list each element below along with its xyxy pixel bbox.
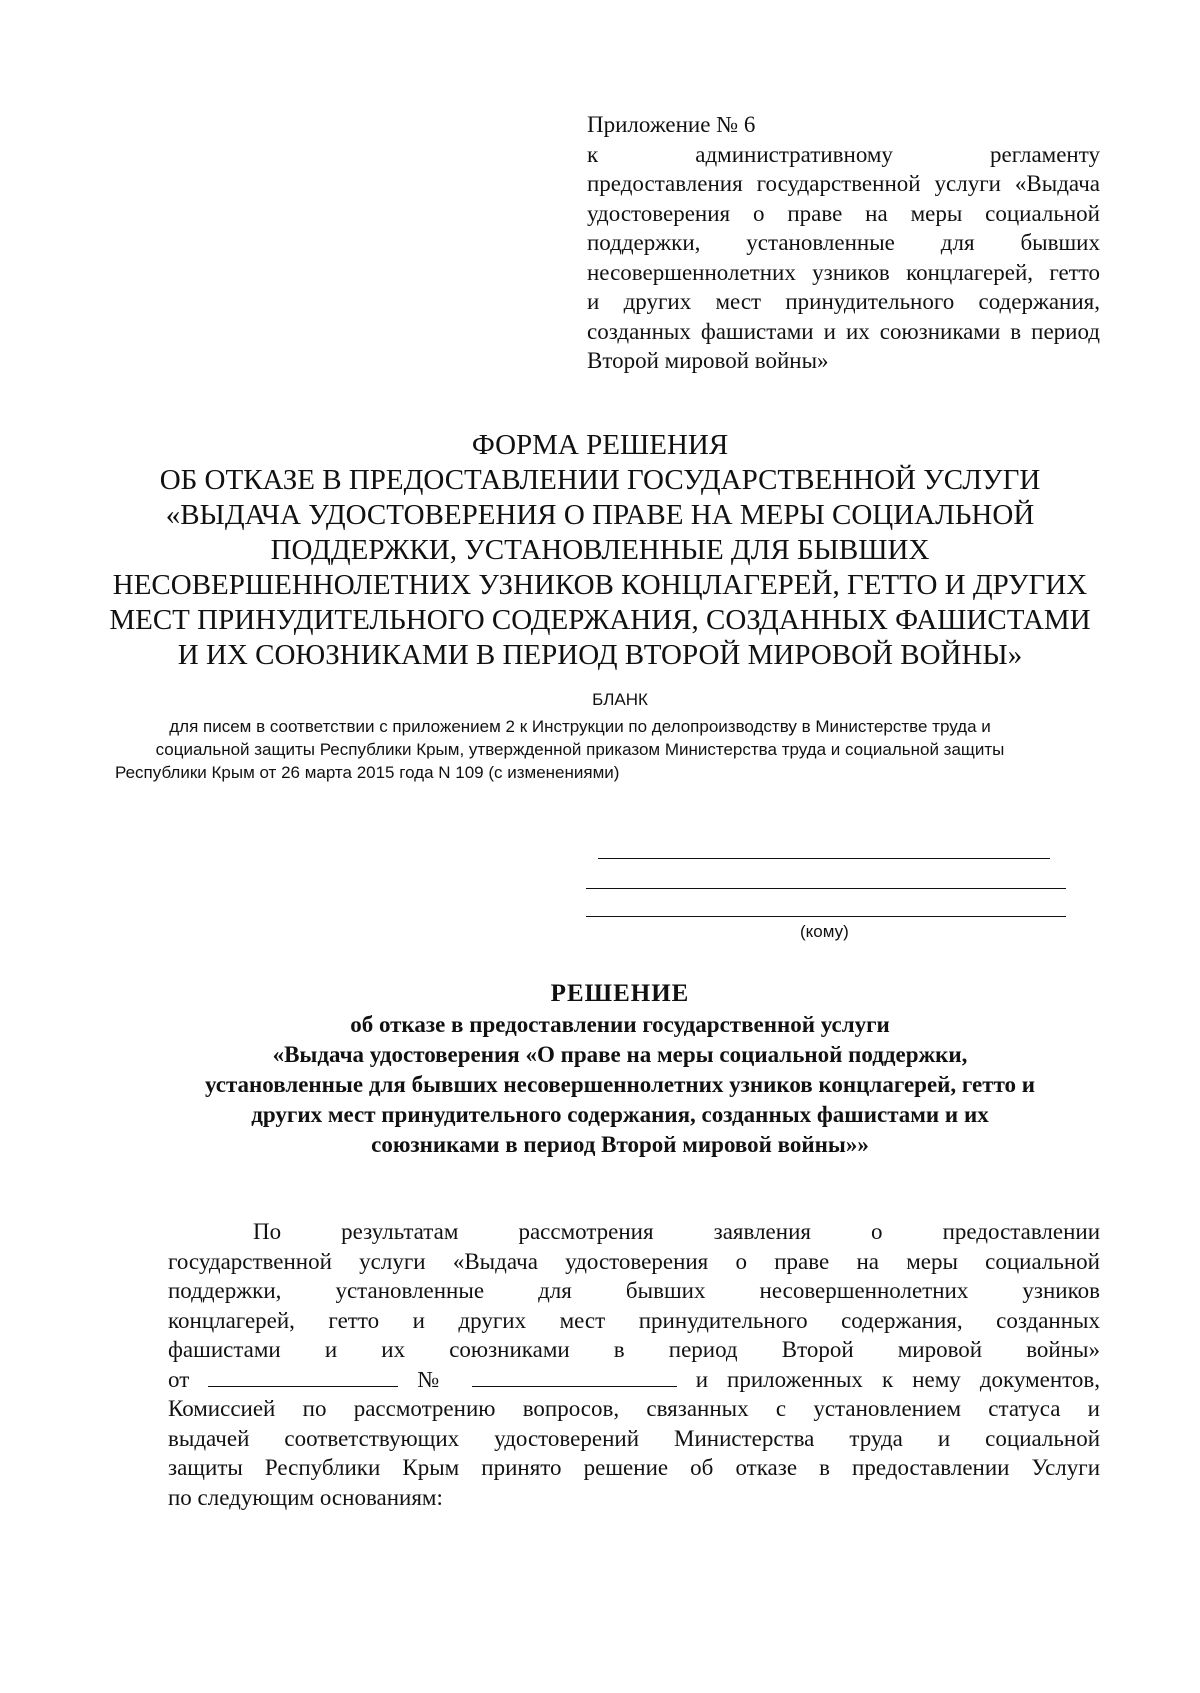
form-title-line: ПОДДЕРЖКИ, УСТАНОВЛЕННЫЕ ДЛЯ БЫВШИХ: [270, 534, 930, 566]
number-field[interactable]: [472, 1366, 677, 1387]
body-fields-line: [168, 1365, 1100, 1395]
body-line: Комиссией по рассмотрению вопросов, связанных с установлением статуса и: [168, 1396, 1100, 1421]
form-title-line: «ВЫДАЧА УДОСТОВЕРЕНИЯ О ПРАВЕ НА МЕРЫ СОЦИАЛЬНОЙ: [165, 499, 1035, 531]
blank-heading: БЛАНК: [592, 690, 648, 709]
decision-subtitle: [90, 1010, 1150, 1160]
date-label: от: [168, 1366, 190, 1392]
appendix-line: Второй мировой войны»: [587, 348, 829, 373]
decision-subtitle-line: других мест принудительного содержания, созданных фашистами и их: [251, 1102, 989, 1127]
decision-subtitle-line: союзниками в период Второй мировой войны»»: [371, 1132, 869, 1157]
date-field[interactable]: [208, 1366, 398, 1387]
appendix-line: созданных фашистами и их союзниками в период: [587, 318, 1100, 344]
appendix-line: несовершеннолетних узников концлагерей, гетто: [587, 259, 1100, 285]
body-line: защиты Республики Крым принято решение об отказе в предоставлении Услуги: [168, 1455, 1100, 1480]
form-title-line: НЕСОВЕРШЕННОЛЕТНИХ УЗНИКОВ КОНЦЛАГЕРЕЙ, ГЕТТО И ДРУГИХ: [112, 569, 1088, 601]
recipient-label: (кому): [800, 922, 849, 941]
form-title-line: И ИХ СОЮЗНИКАМИ В ПЕРИОД ВТОРОЙ МИРОВОЙ ВОЙНЫ»: [177, 639, 1023, 671]
body-line: по следующим основаниям:: [168, 1484, 443, 1510]
body-line: выдачей соответствующих удостоверений Министерства труда и социальной: [168, 1425, 1100, 1451]
recipient-line-2[interactable]: [586, 888, 1066, 889]
body-line: поддержки, установленные для бывших несовершеннолетних узников: [168, 1278, 1100, 1303]
appendix-line: предоставления государственной услуги «Выдача: [587, 171, 1100, 196]
decision-subtitle-line: об отказе в предоставлении государственной услуги: [350, 1012, 890, 1037]
blank-line: социальной защиты Республики Крым, утвержденной приказом Министерства труда и социальной защиты: [155, 740, 1005, 759]
body-line: фашистами и их союзниками в период Второй мировой войны»: [168, 1337, 1100, 1362]
appendix-line: удостоверения о праве на меры социальной: [587, 200, 1100, 226]
form-title: [80, 428, 1120, 673]
appendix-line: Приложение № 6: [587, 112, 756, 137]
blank-description: [60, 715, 1100, 784]
body-line: государственной услуги «Выдача удостоверения о праве на меры социальной: [168, 1248, 1100, 1274]
body-line: концлагерей, гетто и других мест принудительного содержания, созданных: [168, 1307, 1100, 1333]
decision-subtitle-line: «Выдача удостоверения «О праве на меры социальной поддержки,: [272, 1042, 968, 1067]
body-fields-tail: и приложенных к нему документов,: [695, 1366, 1100, 1392]
recipient-line-3[interactable]: [586, 916, 1066, 917]
form-title-line: ФОРМА РЕШЕНИЯ: [471, 429, 729, 461]
decision-title: РЕШЕНИЕ: [550, 980, 690, 1007]
form-title-line: МЕСТ ПРИНУДИТЕЛЬНОГО СОДЕРЖАНИЯ, СОЗДАННЫХ ФАШИСТАМИ: [109, 604, 1091, 636]
blank-line: для писем в соответствии с приложением 2 к Инструкции по делопроизводству в Министерстве труда и: [169, 717, 991, 736]
decision-subtitle-line: установленные для бывших несовершеннолетних узников концлагерей, гетто и: [204, 1072, 1036, 1097]
recipient-line-1[interactable]: [598, 858, 1050, 859]
body-line: По результатам рассмотрения заявления о предоставлении: [253, 1219, 1100, 1244]
appendix-line: и других мест принудительного содержания,: [587, 289, 1100, 314]
body-paragraph: [168, 1217, 1100, 1512]
appendix-line: поддержки, установленные для бывших: [587, 230, 1100, 255]
blank-line: Республики Крым от 26 марта 2015 года N 109 (с изменениями): [115, 763, 620, 782]
appendix-line: к административному регламенту: [587, 141, 1100, 167]
number-label: №: [417, 1366, 453, 1392]
form-title-line: ОБ ОТКАЗЕ В ПРЕДОСТАВЛЕНИИ ГОСУДАРСТВЕННОЙ УСЛУГИ: [159, 464, 1041, 496]
appendix-block: [587, 110, 1100, 376]
